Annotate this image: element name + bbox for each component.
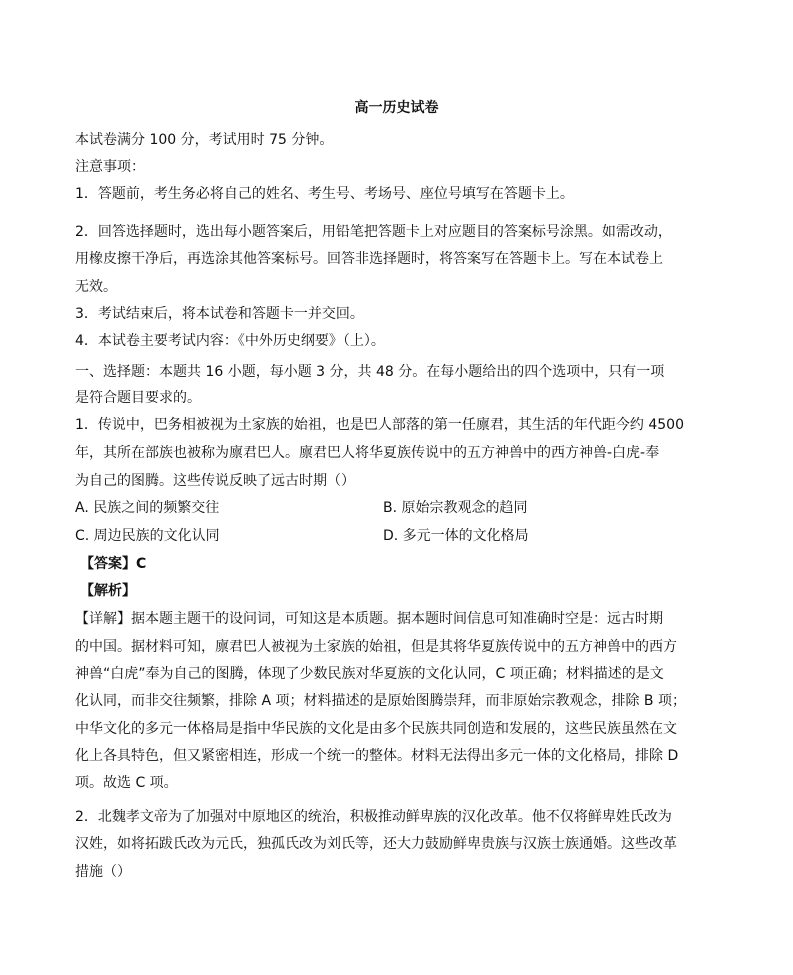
notice-item-2-end: 无效。 [75,279,117,295]
question-1-stem-line: 为自己的图腾。这些传说反映了远古时期（） [75,473,355,489]
question-1-answer: 【答案】C [80,556,147,572]
notice-item-3: 3．考试结束后，将本试卷和答题卡一并交回。 [75,306,364,322]
question-1-analysis-line: 化认同，而非交往频繁，排除 A 项；材料描述的是原始图腾崇拜，而非原始宗教观念，排除 B 项； [75,693,686,709]
question-1-option-b: B. 原始宗教观念的趋同 [383,500,528,516]
notice-item-2-cont: 用橡皮擦干净后，再选涂其他答案标号。回答非选择题时，将答案写在答题卡上。写在本试卷上 [75,251,663,267]
question-1-analysis-line: 【详解】据本题主题干的设问词，可知这是本质题。据本题时间信息可知准确时空是：远古时期 [75,611,663,627]
question-1-option-a: A. 民族之间的频繁交往 [75,500,220,516]
page-title: 高一历史试卷 [354,100,439,116]
question-1-analysis-heading: 【解析】 [80,583,136,599]
question-1-analysis-line: 中华文化的多元一体格局是指中华民族的文化是由多个民族共同创造和发展的，这些民族虽然在文 [75,721,677,737]
notice-item-4: 4．本试卷主要考试内容：《中外历史纲要》（上）。 [75,333,385,349]
question-1-option-c: C. 周边民族的文化认同 [75,528,220,544]
section-heading: 一、选择题：本题共 16 小题，每小题 3 分，共 48 分。在每小题给出的四个选项中，只有一项 [75,364,665,380]
question-2-stem-line: 汉姓，如将拓跋氏改为元氏，独孤氏改为刘氏等，还大力鼓励鲜卑贵族与汉族士族通婚。这些改革 [75,836,677,852]
notice-heading: 注意事项： [75,159,145,175]
question-1-stem-line: 年，其所在部族也被称为廪君巴人。廪君巴人将华夏族传说中的五方神兽中的西方神兽-白虎-奉 [75,445,660,461]
question-2-stem-line: 2．北魏孝文帝为了加强对中原地区的统治，积极推动鲜卑族的汉化改革。他不仅将鲜卑姓氏改为 [75,809,672,825]
question-1-analysis-line: 神兽“白虎”奉为自己的图腾，体现了少数民族对华夏族的文化认同，C 项正确；材料描述的是文 [75,666,664,682]
question-1-stem-line: 1．传说中，巴务相被视为土家族的始祖，也是巴人部落的第一任廪君，其生活的年代距今约 4500 [75,417,684,433]
section-heading-cont: 是符合题目要求的。 [75,390,201,406]
question-1-option-d: D. 多元一体的文化格局 [383,528,529,544]
question-1-analysis-line: 的中国。据材料可知，廪君巴人被视为土家族的始祖，但是其将华夏族传说中的五方神兽中的西方 [75,639,677,655]
question-1-analysis-line: 项。故选 C 项。 [75,775,178,791]
question-1-analysis-line: 化上各具特色，但又紧密相连，形成一个统一的整体。材料无法得出多元一体的文化格局，排除 D [75,748,679,764]
intro-text: 本试卷满分 100 分，考试用时 75 分钟。 [75,132,334,148]
notice-item-2: 2．回答选择题时，选出每小题答案后，用铅笔把答题卡上对应题目的答案标号涂黑。如需改动， [75,224,672,240]
notice-item-1: 1．答题前，考生务必将自己的姓名、考生号、考场号、座位号填写在答题卡上。 [75,186,574,202]
question-2-stem-line: 措施（） [75,864,131,880]
